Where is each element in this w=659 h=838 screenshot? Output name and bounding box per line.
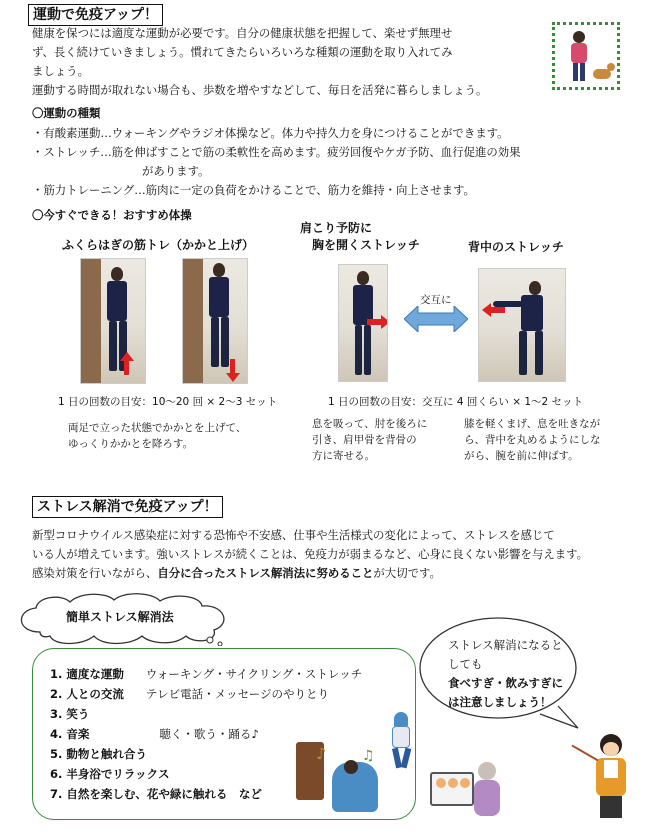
alternate-label: 交互に [420,294,452,306]
exercise-intro [32,24,552,100]
ex1-title: ふくらはぎの筋トレ（かかと上げ） [62,238,255,252]
ex1-desc [68,420,246,452]
stress-para-suffix: が大切です。 [373,566,441,580]
stress-para-line [32,564,652,583]
stress-para-prefix: 感染対策を行いながら、 [32,566,158,580]
ex1-desc-line: ゆっくりかかとを降ろす。 [68,438,194,450]
ex2-desc-line: 息を吸って、肘を後ろに [312,418,428,430]
ex1-count: 1 日の回数の目安：10～20 回 × 2～3 セット [58,396,278,408]
section-title-exercise: 運動で免疫アップ！ [28,4,163,26]
ex2-desc-line: 方に寄せる。 [312,450,375,462]
exercise-types [32,124,652,200]
speech-bubble-text [448,636,563,712]
type-item: ・有酸素運動…ウォーキングやラジオ体操など。体力や持久力を身につけることができます。 [32,126,509,140]
cloud-label: 簡単ストレス解消法 [66,610,174,624]
list-item: 6. 半身浴でリラックス [50,767,170,781]
calf-raise-photo-2 [182,258,248,384]
walking-dog-illustration [552,22,620,90]
ex3-desc-line: ら、背中を丸めるようにしな [464,434,601,446]
stress-para-line: 新型コロナウイルス感染症に対する恐怖や不安感、仕事や生活様式の変化によって、ストレスを感じて [32,528,555,542]
type-item: ・ストレッチ…筋を伸ばすことで筋の柔軟性を高めます。疲労回復やケガ予防、血行促進の効果 [32,145,521,159]
ex2-desc [312,416,427,464]
ex2-ex3-count: 1 日の回数の目安：交互に 4 回くらい × 1～2 セット [328,396,584,408]
intro-line: ましょう。 [32,64,89,78]
ex3-desc-line: 膝を軽くまげ、息を吐きなが [464,418,601,430]
walking-man-illustration [384,712,420,772]
ex3-desc-line: がら、腕を前に伸ばす。 [464,450,579,462]
calf-raise-photo-1 [80,258,146,384]
double-arrow-icon [404,306,468,332]
type-item: ・筋力トレーニング…筋肉に一定の負荷をかけることで、筋力を維持・向上させます。 [32,183,475,197]
ex2-title-line: 肩こり予防に [300,221,373,235]
list-item: 7. 自然を楽しむ、花や緑に触れる など [50,787,262,801]
relaxing-person-head [344,760,358,774]
intro-line: 運動する時間が取れない場合も、歩数を増やすなどして、毎日を活発に暮らしましょう。 [32,83,488,97]
bubble-line: ストレス解消になると [448,638,563,652]
stress-paragraph [32,526,652,583]
grandmother-illustration [468,762,506,822]
exercise-heading: 〇今すぐできる！おすすめ体操 [32,208,192,222]
list-item: 2. 人との交流 テレビ電話・メッセージのやりとり [50,687,329,701]
intro-line: ず、長く続けていきましょう。慣れてきたらいろいろな種類の運動を取り入れてみ [32,45,453,59]
list-item: 4. 音楽 聴く・歌う・踊る♪ [50,727,259,741]
teacher-illustration [586,734,642,826]
type-item: があります。 [142,164,210,178]
chest-stretch-photo [338,264,388,382]
ex2-title-line: 胸を開くストレッチ [312,238,420,252]
bubble-line: 食べすぎ・飲みすぎに [448,676,563,690]
list-item: 1. 適度な運動 ウォーキング・サイクリング・ストレッチ [50,667,363,681]
bubble-line: は注意しましょう！ [448,695,552,709]
types-heading: 〇運動の種類 [32,106,101,120]
intro-line: 健康を保つには適度な運動が必要です。自分の健康状態を把握して、楽せず無理せ [32,26,453,40]
back-stretch-photo [478,268,566,382]
ex3-title: 背中のストレッチ [468,240,564,254]
music-note-icon: ♪ [316,744,327,763]
ex1-desc-line: 両足で立った状態でかかとを上げて、 [68,422,247,434]
ex2-desc-line: 引き、肩甲骨を背骨の [312,434,417,446]
stress-para-line: いる人が増えています。強いストレスが続くことは、免疫力が弱まるなど、心身に良くない影響を与えます。 [32,547,588,561]
bubble-line: しても [448,657,483,671]
section-title-stress: ストレス解消で免疫アップ！ [32,496,223,518]
stress-para-emphasis: 自分に合ったストレス解消法に努めること [157,566,374,580]
ex3-desc [464,416,601,464]
ex2-title [300,220,420,254]
list-item: 3. 笑う [50,707,90,721]
music-note-icon: ♫ [362,748,375,764]
list-item: 5. 動物と触れ合う [50,747,147,761]
